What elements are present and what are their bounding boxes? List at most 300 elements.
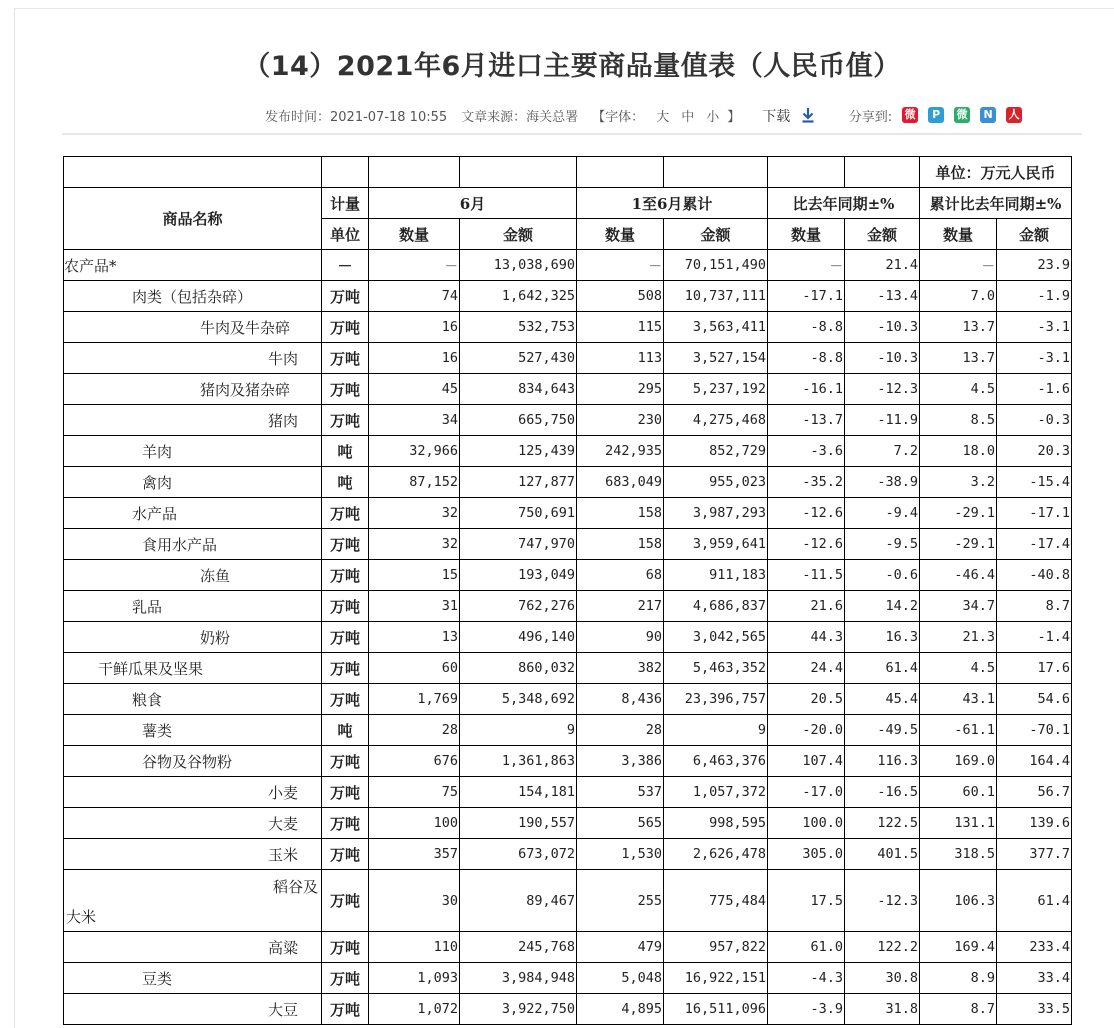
cell-a2: 5,237,192 [664, 374, 768, 405]
cell-q1: 15 [369, 560, 460, 591]
row-unit: 万吨 [322, 312, 369, 343]
cell-a1: 1,642,325 [460, 281, 577, 312]
cell-q2: 8,436 [577, 684, 664, 715]
cell-q1: 16 [369, 343, 460, 374]
row-name: 小麦 [64, 777, 322, 808]
row-name: 玉米 [64, 839, 322, 870]
cell-q4: 13.7 [920, 343, 997, 374]
cell-a1: 532,753 [460, 312, 577, 343]
cell-q3: -12.6 [768, 529, 845, 560]
article-meta-bar [265, 104, 1022, 126]
cell-a2: 3,042,565 [664, 622, 768, 653]
cell-a4: -17.4 [997, 529, 1072, 560]
renren-share-icon[interactable]: 人 [1006, 107, 1022, 123]
row-unit: 万吨 [322, 374, 369, 405]
header-ytd-qty: 数量 [577, 219, 664, 250]
cell-a4: 164.4 [997, 746, 1072, 777]
cell-a1: 193,049 [460, 560, 577, 591]
cell-q4: 106.3 [920, 870, 997, 932]
cell-q1: 31 [369, 591, 460, 622]
row-unit: 万吨 [322, 591, 369, 622]
row-unit: 万吨 [322, 963, 369, 994]
cell-a2: 852,729 [664, 436, 768, 467]
cell-q4: 18.0 [920, 436, 997, 467]
cell-a1: 245,768 [460, 932, 577, 963]
table-row [64, 870, 1072, 932]
cell-a3: -12.3 [845, 374, 920, 405]
cell-q3: 305.0 [768, 839, 845, 870]
cell-q3: -20.0 [768, 715, 845, 746]
row-name: 禽肉 [64, 467, 322, 498]
table-row [64, 374, 1072, 405]
meta-divider [62, 133, 1082, 135]
row-name: 肉类（包括杂碎） [64, 281, 322, 312]
cell-a2: 3,959,641 [664, 529, 768, 560]
row-unit: 万吨 [322, 405, 369, 436]
cell-q4: 21.3 [920, 622, 997, 653]
cell-a4: 54.6 [997, 684, 1072, 715]
cell-q3: 17.5 [768, 870, 845, 932]
table-row [64, 839, 1072, 870]
cell-a2: 775,484 [664, 870, 768, 932]
table-row [64, 250, 1072, 281]
table-row [64, 560, 1072, 591]
row-unit: 万吨 [322, 653, 369, 684]
cell-q3: -16.1 [768, 374, 845, 405]
header-name: 商品名称 [64, 188, 322, 250]
cell-a3: 30.8 [845, 963, 920, 994]
cell-a4: -1.6 [997, 374, 1072, 405]
cell-q1: 1,072 [369, 994, 460, 1025]
cell-q4: 34.7 [920, 591, 997, 622]
cell-q3: -12.6 [768, 498, 845, 529]
cell-q4: 43.1 [920, 684, 997, 715]
table-row [64, 932, 1072, 963]
table-row [64, 343, 1072, 374]
cell-q4: 8.9 [920, 963, 997, 994]
row-name: 牛肉 [64, 343, 322, 374]
row-unit: 万吨 [322, 281, 369, 312]
row-name: 高粱 [64, 932, 322, 963]
news-share-icon[interactable]: N [980, 107, 996, 123]
cell-a1: 665,750 [460, 405, 577, 436]
cell-a3: -10.3 [845, 312, 920, 343]
row-unit: 万吨 [322, 498, 369, 529]
table-row [64, 312, 1072, 343]
cell-a1: 13,038,690 [460, 250, 577, 281]
cell-q3: -4.3 [768, 963, 845, 994]
font-size-label-close: 】 [727, 109, 741, 125]
cell-a4: -3.1 [997, 343, 1072, 374]
table-row [64, 405, 1072, 436]
cell-q1: 13 [369, 622, 460, 653]
cell-a2: 4,686,837 [664, 591, 768, 622]
cell-a1: 750,691 [460, 498, 577, 529]
wechat-share-icon[interactable]: 微 [954, 107, 970, 123]
row-name: 薯类 [64, 715, 322, 746]
row-name: 粮食 [64, 684, 322, 715]
cell-a4: 233.4 [997, 932, 1072, 963]
cell-q4: 169.0 [920, 746, 997, 777]
cell-a3: -11.9 [845, 405, 920, 436]
cell-q3: － [768, 250, 845, 281]
font-medium-button[interactable]: 中 [681, 109, 695, 125]
cell-a1: 89,467 [460, 870, 577, 932]
cell-a3: 116.3 [845, 746, 920, 777]
row-name: 猪肉及猪杂碎 [64, 374, 322, 405]
cell-a4: 23.9 [997, 250, 1072, 281]
cell-q3: 100.0 [768, 808, 845, 839]
cell-q1: 110 [369, 932, 460, 963]
cell-a1: 762,276 [460, 591, 577, 622]
cell-q4: -29.1 [920, 529, 997, 560]
header-ytd-amount: 金额 [664, 219, 768, 250]
cell-q3: -13.7 [768, 405, 845, 436]
row-unit: 万吨 [322, 746, 369, 777]
cell-a3: -13.4 [845, 281, 920, 312]
cell-q4: -46.4 [920, 560, 997, 591]
header-yoy: 比去年同期±% [768, 188, 920, 219]
header-ytd-yoy-amount: 金额 [997, 219, 1072, 250]
cell-q4: 131.1 [920, 808, 997, 839]
cell-a3: 16.3 [845, 622, 920, 653]
header-june-amount: 金额 [460, 219, 577, 250]
cell-q4: 13.7 [920, 312, 997, 343]
cell-q2: 5,048 [577, 963, 664, 994]
cell-a1: 3,984,948 [460, 963, 577, 994]
cell-a3: 31.8 [845, 994, 920, 1025]
cell-q4: 4.5 [920, 653, 997, 684]
cell-a1: 9 [460, 715, 577, 746]
cell-q1: － [369, 250, 460, 281]
cell-a1: 834,643 [460, 374, 577, 405]
cell-a3: -10.3 [845, 343, 920, 374]
cell-a3: -49.5 [845, 715, 920, 746]
cell-q2: － [577, 250, 664, 281]
row-unit: 万吨 [322, 684, 369, 715]
cell-q1: 32 [369, 529, 460, 560]
cell-a3: -9.5 [845, 529, 920, 560]
cell-q4: 60.1 [920, 777, 997, 808]
cell-a4: 33.5 [997, 994, 1072, 1025]
header-yoy-qty: 数量 [768, 219, 845, 250]
cell-q2: 295 [577, 374, 664, 405]
cell-a3: 401.5 [845, 839, 920, 870]
cell-q1: 357 [369, 839, 460, 870]
cell-a2: 5,463,352 [664, 653, 768, 684]
cell-q2: 28 [577, 715, 664, 746]
row-unit: 万吨 [322, 529, 369, 560]
cell-q4: 7.0 [920, 281, 997, 312]
cell-q1: 45 [369, 374, 460, 405]
cell-a3: 21.4 [845, 250, 920, 281]
cell-a1: 125,439 [460, 436, 577, 467]
cell-a4: -1.4 [997, 622, 1072, 653]
unit-note: 单位：万元人民币 [920, 157, 1072, 188]
cell-q3: 44.3 [768, 622, 845, 653]
cell-a3: 122.2 [845, 932, 920, 963]
cell-q3: -3.9 [768, 994, 845, 1025]
article-source: 文章来源：海关总署 [461, 109, 579, 125]
table-row [64, 653, 1072, 684]
cell-a4: -0.3 [997, 405, 1072, 436]
row-unit: 万吨 [322, 622, 369, 653]
cell-q3: 24.4 [768, 653, 845, 684]
row-unit: 万吨 [322, 870, 369, 932]
cell-a1: 5,348,692 [460, 684, 577, 715]
cell-q2: 115 [577, 312, 664, 343]
cell-a3: -38.9 [845, 467, 920, 498]
cell-a4: 61.4 [997, 870, 1072, 932]
table-row [64, 777, 1072, 808]
cell-a2: 10,737,111 [664, 281, 768, 312]
header-unit-bottom: 单位 [322, 219, 369, 250]
table-row [64, 436, 1072, 467]
row-unit: 万吨 [322, 343, 369, 374]
row-unit: 吨 [322, 715, 369, 746]
cell-q3: -11.5 [768, 560, 845, 591]
table-row [64, 715, 1072, 746]
cell-a4: 139.6 [997, 808, 1072, 839]
table-row [64, 498, 1072, 529]
cell-a1: 190,557 [460, 808, 577, 839]
header-june: 6月 [369, 188, 577, 219]
row-name: 大麦 [64, 808, 322, 839]
cell-q2: 4,895 [577, 994, 664, 1025]
cell-q1: 60 [369, 653, 460, 684]
cell-q2: 479 [577, 932, 664, 963]
article-title: （14）2021年6月进口主要商品量值表（人民币值） [243, 51, 901, 82]
row-name: 水产品 [64, 498, 322, 529]
cell-q4: 3.2 [920, 467, 997, 498]
cell-a2: 6,463,376 [664, 746, 768, 777]
row-unit: 万吨 [322, 777, 369, 808]
cell-a1: 127,877 [460, 467, 577, 498]
cell-a3: 122.5 [845, 808, 920, 839]
cell-a3: 14.2 [845, 591, 920, 622]
cell-a1: 527,430 [460, 343, 577, 374]
cell-a3: 45.4 [845, 684, 920, 715]
cell-a2: 911,183 [664, 560, 768, 591]
cell-a2: 3,563,411 [664, 312, 768, 343]
cell-a4: 8.7 [997, 591, 1072, 622]
cell-q4: 8.5 [920, 405, 997, 436]
cell-q3: -35.2 [768, 467, 845, 498]
cell-a1: 3,922,750 [460, 994, 577, 1025]
font-size-label: 【字体： [592, 109, 645, 125]
row-name: 乳品 [64, 591, 322, 622]
row-name: 羊肉 [64, 436, 322, 467]
cell-a3: -0.6 [845, 560, 920, 591]
cell-q2: 565 [577, 808, 664, 839]
cell-q2: 1,530 [577, 839, 664, 870]
header-unit-top: 计量 [322, 188, 369, 219]
row-name: 牛肉及牛杂碎 [64, 312, 322, 343]
header-ytd-yoy: 累计比去年同期±% [920, 188, 1072, 219]
cell-a4: -15.4 [997, 467, 1072, 498]
cell-q2: 217 [577, 591, 664, 622]
cell-a1: 860,032 [460, 653, 577, 684]
cell-q1: 100 [369, 808, 460, 839]
row-name: 奶粉 [64, 622, 322, 653]
table-row [64, 529, 1072, 560]
cell-a4: -40.8 [997, 560, 1072, 591]
table-row [64, 622, 1072, 653]
row-name-line1: 稻谷及 [272, 878, 318, 896]
cell-q2: 158 [577, 498, 664, 529]
cell-q4: -29.1 [920, 498, 997, 529]
cell-q4: 4.5 [920, 374, 997, 405]
row-name: 干鲜瓜果及坚果 [64, 653, 322, 684]
cell-a1: 747,970 [460, 529, 577, 560]
cell-q2: 242,935 [577, 436, 664, 467]
cell-q2: 683,049 [577, 467, 664, 498]
content-border-top [14, 8, 1114, 9]
cell-q1: 87,152 [369, 467, 460, 498]
download-label: 下载 [762, 108, 791, 125]
cell-q2: 382 [577, 653, 664, 684]
cell-q4: 169.4 [920, 932, 997, 963]
cell-a4: 20.3 [997, 436, 1072, 467]
cell-q1: 74 [369, 281, 460, 312]
cell-q4: -61.1 [920, 715, 997, 746]
share-label: 分享到: [848, 109, 893, 125]
cell-q1: 676 [369, 746, 460, 777]
cell-q1: 32,966 [369, 436, 460, 467]
cell-q2: 68 [577, 560, 664, 591]
cell-a4: -70.1 [997, 715, 1072, 746]
row-name: 农产品* [64, 250, 322, 281]
cell-a2: 70,151,490 [664, 250, 768, 281]
row-name: 猪肉 [64, 405, 322, 436]
row-unit: 万吨 [322, 560, 369, 591]
cell-q3: -8.8 [768, 343, 845, 374]
cell-a4: 33.4 [997, 963, 1072, 994]
cell-a3: -9.4 [845, 498, 920, 529]
cell-a2: 9 [664, 715, 768, 746]
row-unit: 万吨 [322, 932, 369, 963]
cell-a4: 377.7 [997, 839, 1072, 870]
cell-a4: -1.9 [997, 281, 1072, 312]
table-row [64, 808, 1072, 839]
cell-q2: 113 [577, 343, 664, 374]
row-unit: － [322, 250, 369, 281]
cell-a2: 16,922,151 [664, 963, 768, 994]
row-name [64, 870, 322, 932]
cell-a2: 955,023 [664, 467, 768, 498]
cell-a2: 3,527,154 [664, 343, 768, 374]
header-ytd-yoy-qty: 数量 [920, 219, 997, 250]
cell-a2: 4,275,468 [664, 405, 768, 436]
cell-q1: 16 [369, 312, 460, 343]
row-unit: 吨 [322, 436, 369, 467]
download-icon [801, 107, 815, 123]
cell-a4: 17.6 [997, 653, 1072, 684]
cell-q1: 32 [369, 498, 460, 529]
cell-a2: 957,822 [664, 932, 768, 963]
qzone-share-icon[interactable]: P [928, 107, 944, 123]
publish-time: 发布时间：2021-07-18 10:55 [265, 109, 448, 125]
cell-q4: 318.5 [920, 839, 997, 870]
table-row [64, 963, 1072, 994]
cell-a2: 23,396,757 [664, 684, 768, 715]
import-table [63, 156, 1072, 1025]
cell-q3: -17.0 [768, 777, 845, 808]
row-name: 谷物及谷物粉 [64, 746, 322, 777]
cell-q2: 158 [577, 529, 664, 560]
cell-q3: -3.6 [768, 436, 845, 467]
cell-a3: -12.3 [845, 870, 920, 932]
row-unit: 万吨 [322, 994, 369, 1025]
row-unit: 万吨 [322, 808, 369, 839]
cell-q2: 255 [577, 870, 664, 932]
cell-q1: 34 [369, 405, 460, 436]
row-name: 大豆 [64, 994, 322, 1025]
cell-q4: 8.7 [920, 994, 997, 1025]
cell-q1: 75 [369, 777, 460, 808]
cell-q3: -8.8 [768, 312, 845, 343]
header-yoy-amount: 金额 [845, 219, 920, 250]
cell-a3: 7.2 [845, 436, 920, 467]
header-june-qty: 数量 [369, 219, 460, 250]
download-button[interactable] [762, 105, 814, 126]
table-row [64, 994, 1072, 1025]
cell-q1: 1,093 [369, 963, 460, 994]
row-unit: 万吨 [322, 839, 369, 870]
row-name: 冻鱼 [64, 560, 322, 591]
row-name: 食用水产品 [64, 529, 322, 560]
table-body [64, 250, 1072, 1025]
cell-q1: 1,769 [369, 684, 460, 715]
cell-a4: 56.7 [997, 777, 1072, 808]
content-border [14, 8, 15, 1028]
weibo-share-icon[interactable]: 微 [902, 107, 918, 123]
row-name-line2: 大米 [66, 908, 97, 926]
cell-q2: 3,386 [577, 746, 664, 777]
cell-q2: 90 [577, 622, 664, 653]
cell-a1: 673,072 [460, 839, 577, 870]
cell-a3: -16.5 [845, 777, 920, 808]
table-row [64, 684, 1072, 715]
cell-a2: 3,987,293 [664, 498, 768, 529]
cell-a1: 154,181 [460, 777, 577, 808]
cell-a2: 2,626,478 [664, 839, 768, 870]
cell-a2: 1,057,372 [664, 777, 768, 808]
row-unit: 吨 [322, 467, 369, 498]
cell-q3: -17.1 [768, 281, 845, 312]
cell-a4: -3.1 [997, 312, 1072, 343]
table-row [64, 467, 1072, 498]
cell-a2: 16,511,096 [664, 994, 768, 1025]
font-small-button[interactable]: 小 [706, 109, 720, 125]
cell-a4: -17.1 [997, 498, 1072, 529]
cell-a2: 998,595 [664, 808, 768, 839]
cell-q2: 508 [577, 281, 664, 312]
table-row [64, 281, 1072, 312]
font-large-button[interactable]: 大 [656, 109, 670, 125]
cell-q4: － [920, 250, 997, 281]
share-icons [892, 107, 1022, 123]
cell-a3: 61.4 [845, 653, 920, 684]
row-name: 豆类 [64, 963, 322, 994]
cell-q3: 21.6 [768, 591, 845, 622]
cell-q3: 107.4 [768, 746, 845, 777]
cell-q3: 20.5 [768, 684, 845, 715]
table-row [64, 591, 1072, 622]
cell-q1: 30 [369, 870, 460, 932]
cell-a1: 1,361,863 [460, 746, 577, 777]
cell-q2: 230 [577, 405, 664, 436]
